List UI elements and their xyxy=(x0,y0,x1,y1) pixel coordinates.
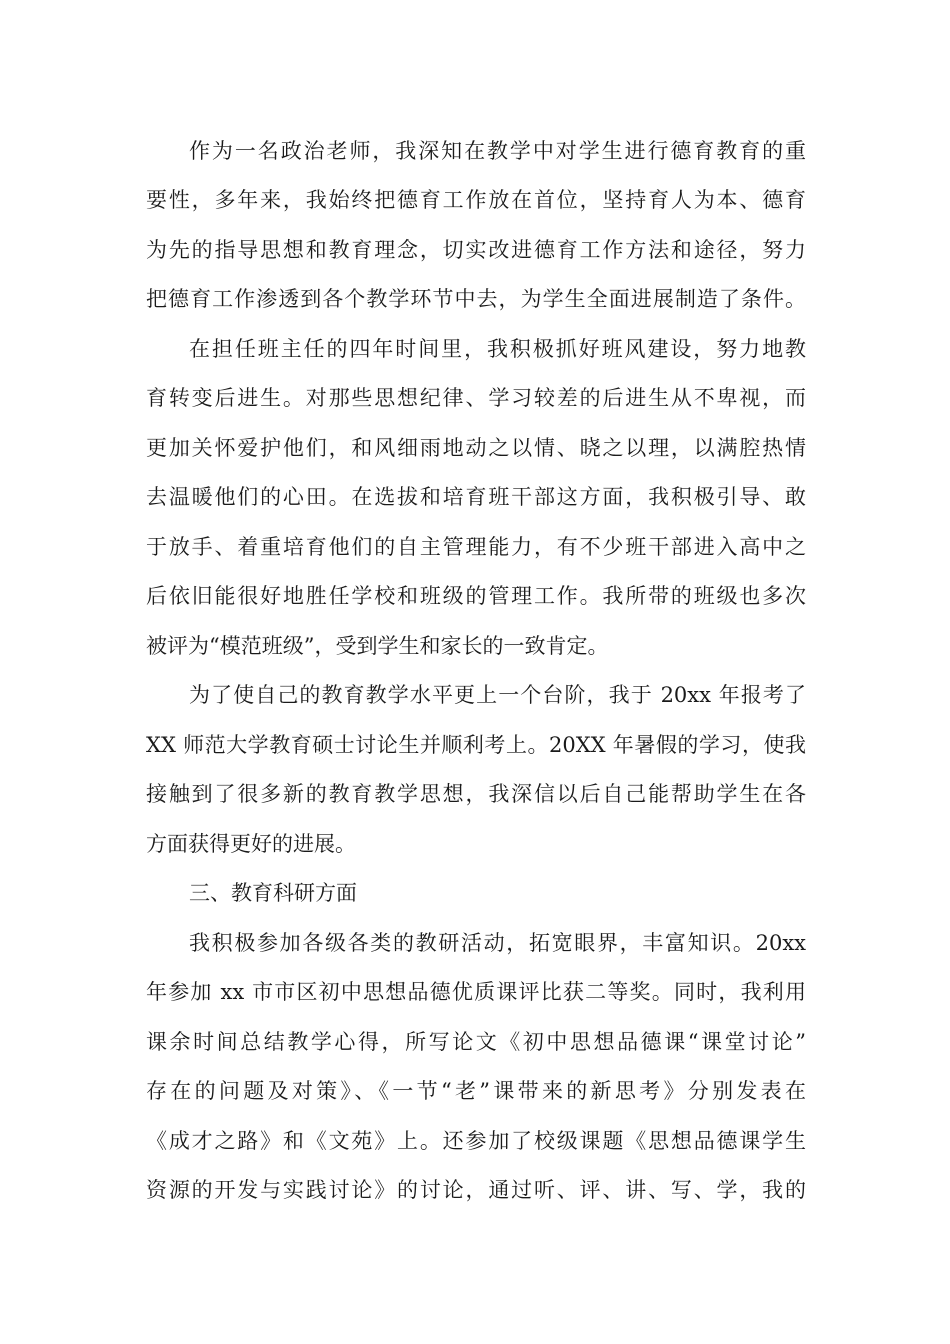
text-line: XX 师范大学教育硕士讨论生并顺利考上。20XX 年暑假的学习，使我 xyxy=(146,733,806,757)
text-line: 年参加 xx 市市区初中思想品德优质课评比获二等奖。同时，我利用 xyxy=(146,980,806,1004)
text-line: 为了使自己的教育教学水平更上一个台阶，我于 20xx 年报考了 xyxy=(189,683,806,707)
text-line: 于放手、着重培育他们的自主管理能力，有不少班干部进入高中之 xyxy=(146,535,806,559)
section-heading: 三、教育科研方面 xyxy=(189,881,357,905)
text-line: 为先的指导思想和教育理念，切实改进德育工作方法和途径，努力 xyxy=(146,238,806,262)
text-line: 后依旧能很好地胜任学校和班级的管理工作。我所带的班级也多次 xyxy=(146,584,806,608)
text-line: 去温暖他们的心田。在选拔和培育班干部这方面，我积极引导、敢 xyxy=(146,485,806,509)
text-line: 接触到了很多新的教育教学思想，我深信以后自己能帮助学生在各 xyxy=(146,782,806,806)
text-line: 我积极参加各级各类的教研活动，拓宽眼界，丰富知识。20xx xyxy=(189,931,806,955)
text-line: 资源的开发与实践讨论》的讨论，通过听、评、讲、写、学，我的 xyxy=(146,1178,806,1202)
text-line: 课余时间总结教学心得，所写论文《初中思想品德课“课堂讨论” xyxy=(146,1030,806,1054)
text-line: 方面获得更好的进展。 xyxy=(146,832,356,856)
text-line: 把德育工作渗透到各个教学环节中去，为学生全面进展制造了条件。 xyxy=(146,287,806,311)
text-line: 《成才之路》和《文苑》上。还参加了校级课题《思想品德课学生 xyxy=(146,1129,806,1153)
text-line: 作为一名政治老师，我深知在教学中对学生进行德育教育的重 xyxy=(189,139,806,163)
text-line: 在担任班主任的四年时间里，我积极抓好班风建设，努力地教 xyxy=(189,337,806,361)
text-line: 存在的问题及对策》、《一节“老”课带来的新思考》分别发表在 xyxy=(146,1079,806,1103)
text-line: 育转变后进生。对那些思想纪律、学习较差的后进生从不卑视，而 xyxy=(146,386,806,410)
text-line: 要性，多年来，我始终把德育工作放在首位，坚持育人为本、德育 xyxy=(146,188,806,212)
text-line: 更加关怀爱护他们，和风细雨地动之以情、晓之以理，以满腔热情 xyxy=(146,436,806,460)
text-line: 被评为“模范班级”，受到学生和家长的一致肯定。 xyxy=(146,634,609,658)
